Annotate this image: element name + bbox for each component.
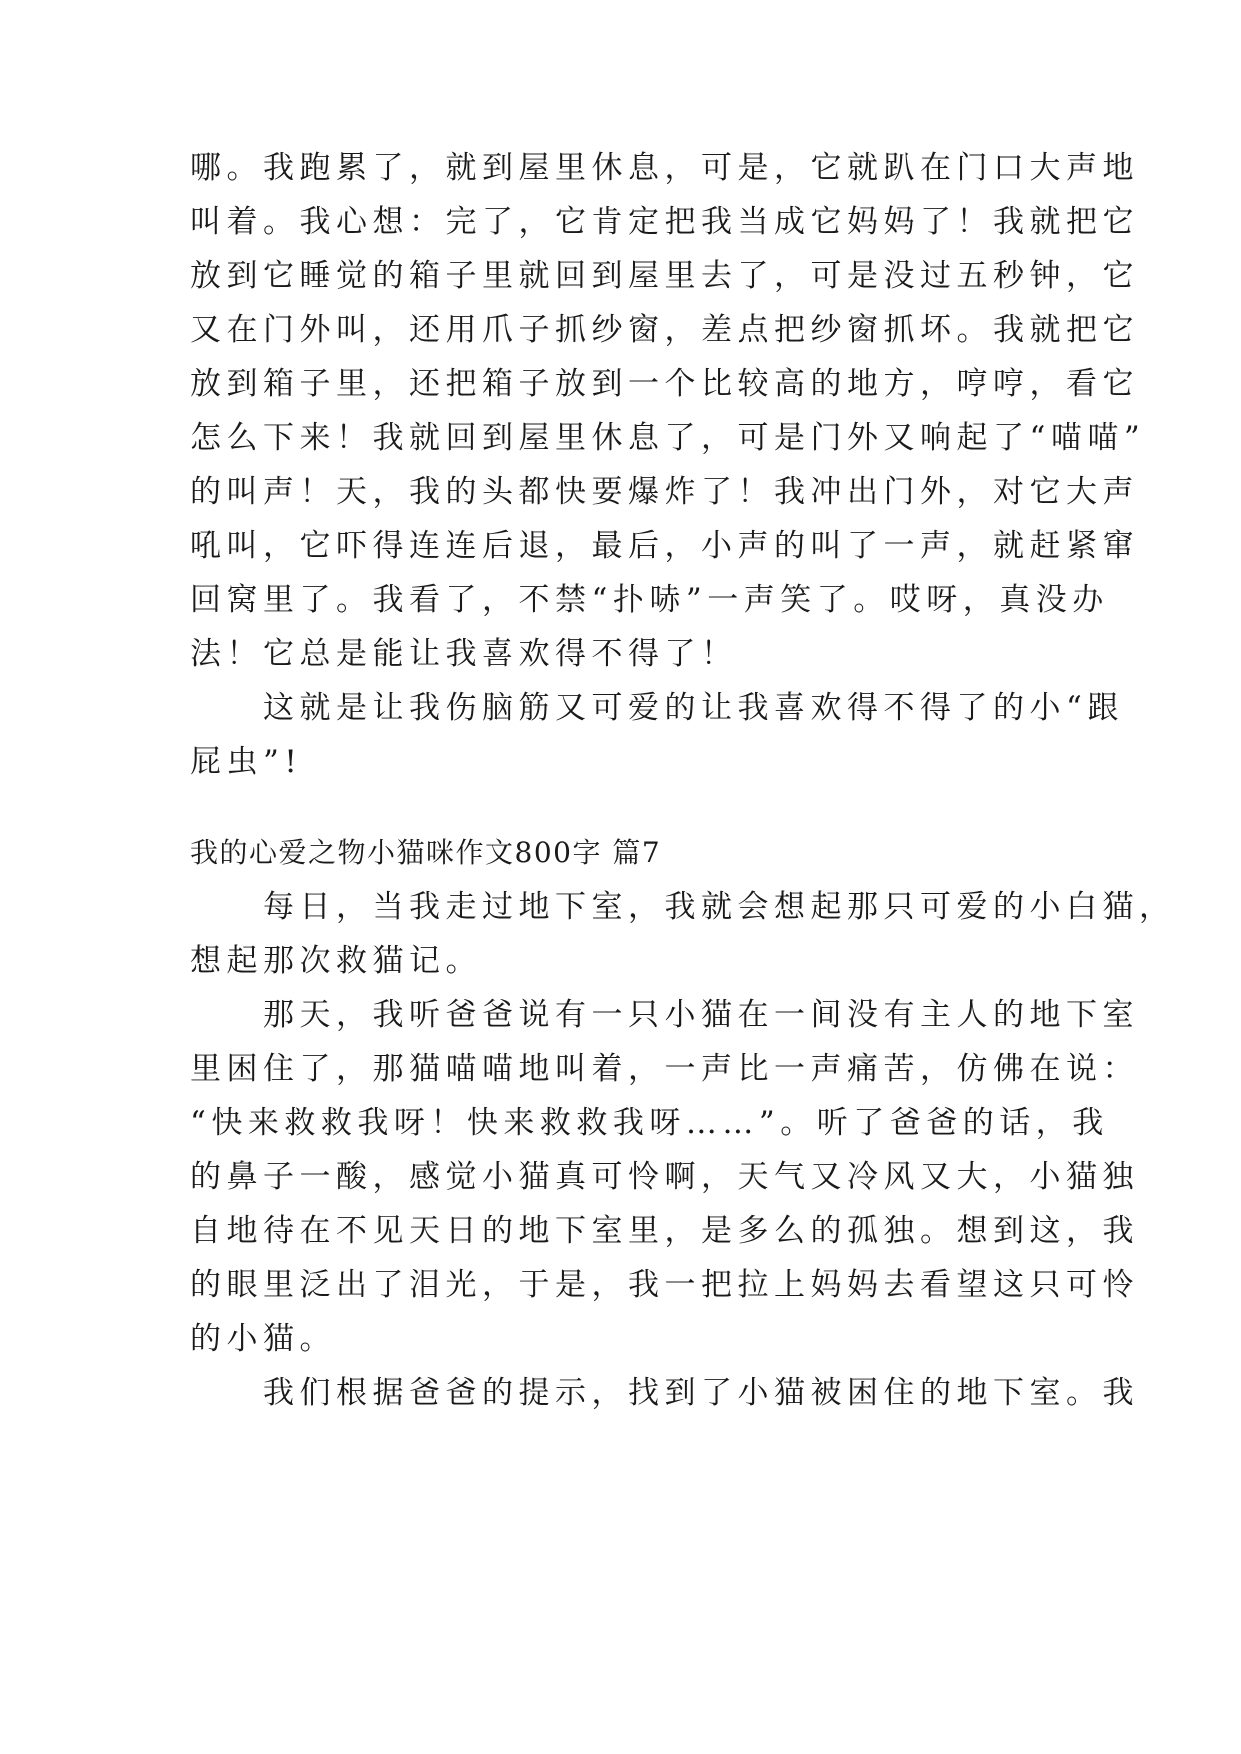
paragraph-line: 的叫声！天，我的头都快要爆炸了！我冲出门外，对它大声 bbox=[190, 474, 1139, 510]
paragraph-line: 的小猫。 bbox=[190, 1321, 336, 1357]
paragraph-line: 想起那次救猫记。 bbox=[190, 943, 482, 979]
paragraph-line: 里困住了，那猫喵喵地叫着，一声比一声痛苦，仿佛在说： bbox=[190, 1051, 1139, 1087]
paragraph-line: “快来救救我呀！快来救救我呀……”。听了爸爸的话，我 bbox=[190, 1105, 1109, 1141]
paragraph-line: 哪。我跑累了，就到屋里休息，可是，它就趴在门口大声地 bbox=[190, 150, 1139, 186]
paragraph-line: 叫着。我心想：完了，它肯定把我当成它妈妈了！我就把它 bbox=[190, 204, 1139, 240]
paragraph-line: 又在门外叫，还用爪子抓纱窗，差点把纱窗抓坏。我就把它 bbox=[190, 312, 1139, 348]
paragraph-line: 吼叫，它吓得连连后退，最后，小声的叫了一声，就赶紧窜 bbox=[190, 528, 1139, 564]
paragraph-line: 自地待在不见天日的地下室里，是多么的孤独。想到这，我 bbox=[190, 1213, 1139, 1249]
paragraph-line: 法！它总是能让我喜欢得不得了！ bbox=[190, 636, 738, 672]
paragraph-line: 的眼里泛出了泪光，于是，我一把拉上妈妈去看望这只可怜 bbox=[190, 1267, 1139, 1303]
paragraph-line: 每日，当我走过地下室，我就会想起那只可爱的小白猫， bbox=[190, 889, 1176, 925]
paragraph-line: 的鼻子一酸，感觉小猫真可怜啊，天气又冷风又大，小猫独 bbox=[190, 1159, 1139, 1195]
section-heading: 我的心爱之物小猫咪作文800字 篇7 bbox=[190, 836, 662, 869]
paragraph-line: 那天，我听爸爸说有一只小猫在一间没有主人的地下室 bbox=[190, 997, 1139, 1033]
paragraph-line: 这就是让我伤脑筋又可爱的让我喜欢得不得了的小“跟 bbox=[190, 690, 1124, 726]
paragraph-line: 回窝里了。我看了，不禁“扑哧”一声笑了。哎呀，真没办 bbox=[190, 582, 1109, 618]
paragraph-line: 屁虫”! bbox=[190, 744, 303, 780]
paragraph-line: 放到它睡觉的箱子里就回到屋里去了，可是没过五秒钟，它 bbox=[190, 258, 1139, 294]
paragraph-line: 我们根据爸爸的提示，找到了小猫被困住的地下室。我 bbox=[190, 1375, 1139, 1411]
paragraph-line: 放到箱子里，还把箱子放到一个比较高的地方，哼哼，看它 bbox=[190, 366, 1139, 402]
paragraph-line: 怎么下来！我就回到屋里休息了，可是门外又响起了“喵喵” bbox=[190, 420, 1146, 456]
